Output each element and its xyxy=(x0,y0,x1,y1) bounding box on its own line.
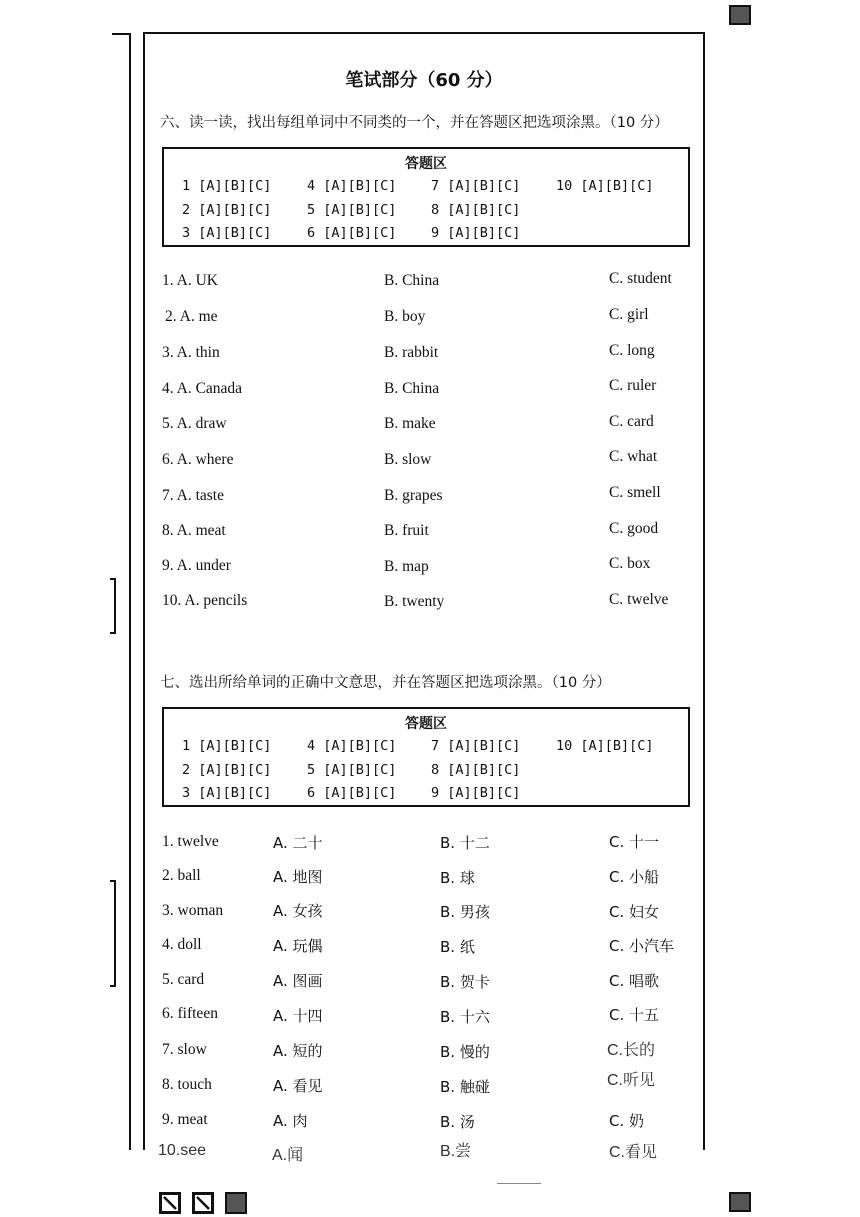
section6-answer-area-title: 答题区 xyxy=(405,156,447,172)
q6-5-option-c: C. card xyxy=(609,413,654,430)
q6-4-option-a: 4. A. Canada xyxy=(162,380,243,397)
q6-4-option-c: C. ruler xyxy=(609,377,657,394)
q7-4-word: 4. doll xyxy=(162,936,202,953)
answer-bubble-row[interactable]: 5 [A][B][C] xyxy=(307,202,397,218)
q7-1-option-c: C. 十一 xyxy=(609,833,660,851)
answer-bubble-row[interactable]: 10 [A][B][C] xyxy=(556,738,654,754)
q7-6-word: 6. fifteen xyxy=(162,1005,218,1022)
q6-3-option-c: C. long xyxy=(609,342,655,359)
q6-2-option-a: 2. A. me xyxy=(165,308,218,325)
exam-sheet xyxy=(143,32,705,1164)
q7-8-option-a: A. 看见 xyxy=(273,1077,323,1095)
q7-9-option-c: C. 奶 xyxy=(609,1112,645,1130)
q7-9-option-b: B. 汤 xyxy=(440,1113,475,1131)
q7-10-word: 10.see xyxy=(158,1142,207,1159)
q7-5-option-c: C. 唱歌 xyxy=(609,972,660,990)
q7-3-option-b: B. 男孩 xyxy=(440,903,490,921)
q7-2-option-b: B. 球 xyxy=(440,869,475,887)
q6-6-option-c: C. what xyxy=(609,448,658,465)
crossed-box-mark-1 xyxy=(159,1192,181,1214)
crossed-box-mark-2 xyxy=(192,1192,214,1214)
q6-7-option-c: C. smell xyxy=(609,484,661,501)
section7-instruction: 七、选出所给单词的正确中文意思，并在答题区把选项涂黑。（10 分） xyxy=(160,675,611,691)
section6-instruction: 六、读一读，找出每组单词中不同类的一个，并在答题区把选项涂黑。（10 分） xyxy=(160,115,669,131)
answer-bubble-row[interactable]: 8 [A][B][C] xyxy=(431,762,521,778)
q6-7-option-b: B. grapes xyxy=(384,487,443,504)
q7-1-option-b: B. 十二 xyxy=(440,834,490,852)
q7-10-option-a: A.闻 xyxy=(272,1147,304,1164)
answer-bubble-row[interactable]: 2 [A][B][C] xyxy=(182,762,272,778)
q7-8-word: 8. touch xyxy=(162,1076,212,1093)
q7-9-option-a: A. 肉 xyxy=(273,1112,308,1130)
q7-10-option-c: C.看见 xyxy=(609,1144,658,1161)
section7-answer-area xyxy=(162,707,690,807)
q6-10-option-c: C. twelve xyxy=(609,591,669,608)
answer-bubble-row[interactable]: 1 [A][B][C] xyxy=(182,178,272,194)
q6-9-option-a: 9. A. under xyxy=(162,557,231,574)
q6-8-option-b: B. fruit xyxy=(384,522,429,539)
q6-6-option-b: B. slow xyxy=(384,451,432,468)
answer-bubble-row[interactable]: 4 [A][B][C] xyxy=(307,738,397,754)
q6-4-option-b: B. China xyxy=(384,380,440,397)
q6-2-option-c: C. girl xyxy=(609,306,649,323)
q6-9-option-b: B. map xyxy=(384,558,429,575)
answer-bubble-row[interactable]: 6 [A][B][C] xyxy=(307,785,397,801)
q6-6-option-a: 6. A. where xyxy=(162,451,234,468)
q7-10-option-b: B.尝 xyxy=(440,1143,472,1160)
q6-7-option-a: 7. A. taste xyxy=(162,487,224,504)
answer-bubble-row[interactable]: 3 [A][B][C] xyxy=(182,785,272,801)
answer-bubble-row[interactable]: 7 [A][B][C] xyxy=(431,178,521,194)
q6-5-option-b: B. make xyxy=(384,415,436,432)
q6-1-option-b: B. China xyxy=(384,272,440,289)
q7-6-option-a: A. 十四 xyxy=(273,1007,323,1025)
q7-5-option-b: B. 贺卡 xyxy=(440,973,490,991)
q7-7-option-a: A. 短的 xyxy=(273,1042,323,1060)
answer-bubble-row[interactable]: 9 [A][B][C] xyxy=(431,785,521,801)
answer-bubble-row[interactable]: 10 [A][B][C] xyxy=(556,178,654,194)
q6-1-option-c: C. student xyxy=(609,270,672,287)
q7-1-option-a: A. 二十 xyxy=(273,834,323,852)
q6-8-option-c: C. good xyxy=(609,520,659,537)
q6-10-option-b: B. twenty xyxy=(384,593,445,610)
q7-7-word: 7. slow xyxy=(162,1041,207,1058)
q7-6-option-b: B. 十六 xyxy=(440,1008,490,1026)
binding-line-top xyxy=(129,33,131,1150)
q7-8-option-c: C.听见 xyxy=(607,1072,656,1089)
q7-4-option-b: B. 纸 xyxy=(440,938,475,956)
q7-9-word: 9. meat xyxy=(162,1111,208,1128)
answer-bubble-row[interactable]: 4 [A][B][C] xyxy=(307,178,397,194)
registration-mark-top-right xyxy=(729,5,751,25)
answer-bubble-row[interactable]: 7 [A][B][C] xyxy=(431,738,521,754)
q6-10-option-a: 10. A. pencils xyxy=(162,592,248,609)
binding-bracket-1 xyxy=(114,578,116,634)
q6-3-option-a: 3. A. thin xyxy=(162,344,220,361)
page-title: 笔试部分（60 分） xyxy=(345,70,503,91)
registration-mark-bottom-left xyxy=(225,1192,247,1214)
q6-3-option-b: B. rabbit xyxy=(384,344,439,361)
answer-bubble-row[interactable]: 1 [A][B][C] xyxy=(182,738,272,754)
q6-2-option-b: B. boy xyxy=(384,308,426,325)
answer-bubble-row[interactable]: 2 [A][B][C] xyxy=(182,202,272,218)
footer-divider xyxy=(497,1183,541,1184)
registration-mark-bottom-right xyxy=(729,1192,751,1212)
q7-2-option-a: A. 地图 xyxy=(273,868,323,886)
q7-7-option-c: C.长的 xyxy=(607,1042,656,1059)
answer-bubble-row[interactable]: 5 [A][B][C] xyxy=(307,762,397,778)
answer-bubble-row[interactable]: 3 [A][B][C] xyxy=(182,225,272,241)
answer-bubble-row[interactable]: 6 [A][B][C] xyxy=(307,225,397,241)
q7-6-option-c: C. 十五 xyxy=(609,1006,660,1024)
q6-1-option-a: 1. A. UK xyxy=(162,272,218,289)
q7-3-option-a: A. 女孩 xyxy=(273,902,323,920)
section6-answer-area xyxy=(162,147,690,247)
answer-bubble-row[interactable]: 9 [A][B][C] xyxy=(431,225,521,241)
q7-4-option-a: A. 玩偶 xyxy=(273,937,323,955)
q7-7-option-b: B. 慢的 xyxy=(440,1043,490,1061)
answer-bubble-row[interactable]: 8 [A][B][C] xyxy=(431,202,521,218)
q6-9-option-c: C. box xyxy=(609,555,651,572)
q6-5-option-a: 5. A. draw xyxy=(162,415,227,432)
q7-8-option-b: B. 触碰 xyxy=(440,1078,490,1096)
binding-bracket-2 xyxy=(114,880,116,987)
section7-answer-area-title: 答题区 xyxy=(405,716,447,732)
q7-5-word: 5. card xyxy=(162,971,205,988)
q7-3-option-c: C. 妇女 xyxy=(609,903,660,921)
q7-3-word: 3. woman xyxy=(162,902,224,919)
q7-2-option-c: C. 小船 xyxy=(609,868,660,886)
q7-2-word: 2. ball xyxy=(162,867,201,884)
q6-8-option-a: 8. A. meat xyxy=(162,522,226,539)
binding-line-top-cap xyxy=(112,33,130,35)
q7-4-option-c: C. 小汽车 xyxy=(609,937,675,955)
q7-5-option-a: A. 图画 xyxy=(273,972,323,990)
q7-1-word: 1. twelve xyxy=(162,833,219,850)
